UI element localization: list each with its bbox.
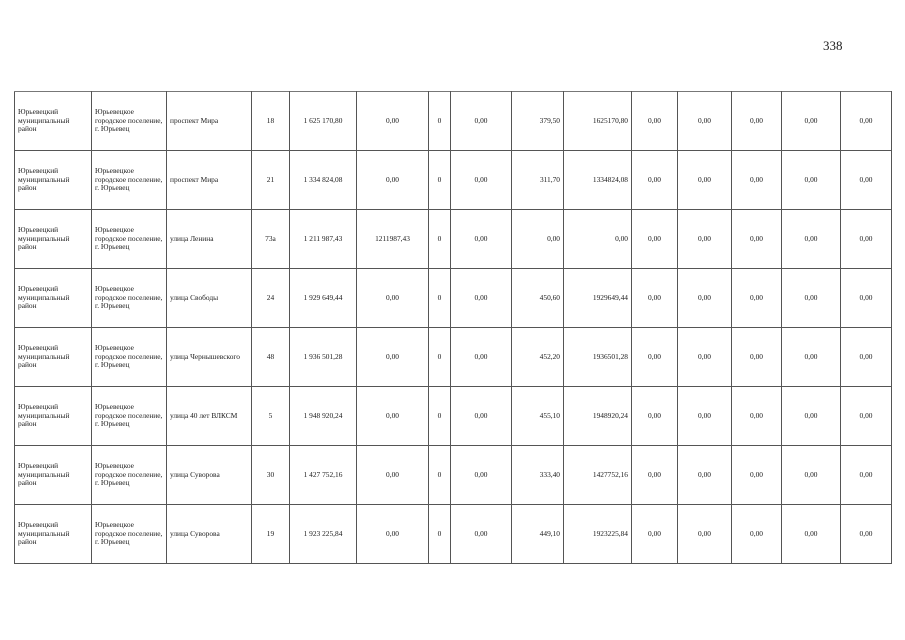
street-cell: проспект Мира xyxy=(167,151,252,210)
cost-cell-2: 0,00 xyxy=(357,92,429,151)
cost-cell-4: 0,00 xyxy=(451,92,512,151)
area-cell: 0,00 xyxy=(512,210,564,269)
amount-cell-9: 0,00 xyxy=(732,387,782,446)
house-number-cell: 73а xyxy=(252,210,290,269)
amount-cell-7: 0,00 xyxy=(632,387,678,446)
house-number-cell: 5 xyxy=(252,387,290,446)
settlement-cell: Юрьевецкое городское поселение, г. Юрьевец xyxy=(92,446,167,505)
amount-cell-7: 0,00 xyxy=(632,446,678,505)
amount-cell-10: 0,00 xyxy=(782,210,841,269)
settlement-cell: Юрьевецкое городское поселение, г. Юрьевец xyxy=(92,505,167,564)
amount-cell-7: 0,00 xyxy=(632,92,678,151)
house-number-cell: 21 xyxy=(252,151,290,210)
amount-cell-11: 0,00 xyxy=(841,210,892,269)
table-row xyxy=(15,505,892,564)
district-cell: Юрьевецкий муниципальный район xyxy=(15,446,92,505)
amount-cell-10: 0,00 xyxy=(782,92,841,151)
cost-cell-4: 0,00 xyxy=(451,446,512,505)
street-cell: улица Ленина xyxy=(167,210,252,269)
amount-cell-8: 0,00 xyxy=(678,269,732,328)
table-row xyxy=(15,269,892,328)
area-cell: 311,70 xyxy=(512,151,564,210)
amount-cell-9: 0,00 xyxy=(732,269,782,328)
table-row xyxy=(15,151,892,210)
amount-cell-8: 0,00 xyxy=(678,505,732,564)
total-cost-cell: 1 948 920,24 xyxy=(290,387,357,446)
total-cost-cell: 1 929 649,44 xyxy=(290,269,357,328)
cost-cell-2: 0,00 xyxy=(357,446,429,505)
street-cell: улица Чернышевского xyxy=(167,328,252,387)
count-cell: 0 xyxy=(429,505,451,564)
amount-cell-8: 0,00 xyxy=(678,387,732,446)
total-cost-cell: 1 427 752,16 xyxy=(290,446,357,505)
cost-cell-4: 0,00 xyxy=(451,151,512,210)
count-cell: 0 xyxy=(429,210,451,269)
street-cell: проспект Мира xyxy=(167,92,252,151)
table-row xyxy=(15,92,892,151)
cost-cell-4: 0,00 xyxy=(451,328,512,387)
table-row xyxy=(15,387,892,446)
amount-cell-7: 0,00 xyxy=(632,328,678,387)
district-cell: Юрьевецкий муниципальный район xyxy=(15,387,92,446)
amount-cell-11: 0,00 xyxy=(841,92,892,151)
cost-cell-2: 1211987,43 xyxy=(357,210,429,269)
house-number-cell: 18 xyxy=(252,92,290,151)
street-cell: улица Свободы xyxy=(167,269,252,328)
area-cell: 452,20 xyxy=(512,328,564,387)
district-cell: Юрьевецкий муниципальный район xyxy=(15,269,92,328)
settlement-cell: Юрьевецкое городское поселение, г. Юрьевец xyxy=(92,92,167,151)
count-cell: 0 xyxy=(429,387,451,446)
settlement-cell: Юрьевецкое городское поселение, г. Юрьевец xyxy=(92,210,167,269)
street-cell: улица 40 лет ВЛКСМ xyxy=(167,387,252,446)
cost-cell-6: 1923225,84 xyxy=(564,505,632,564)
cost-cell-4: 0,00 xyxy=(451,505,512,564)
cost-cell-6: 1948920,24 xyxy=(564,387,632,446)
amount-cell-10: 0,00 xyxy=(782,387,841,446)
count-cell: 0 xyxy=(429,328,451,387)
cost-cell-2: 0,00 xyxy=(357,151,429,210)
house-number-cell: 48 xyxy=(252,328,290,387)
cost-cell-6: 1936501,28 xyxy=(564,328,632,387)
amount-cell-8: 0,00 xyxy=(678,92,732,151)
district-cell: Юрьевецкий муниципальный район xyxy=(15,151,92,210)
amount-cell-11: 0,00 xyxy=(841,387,892,446)
house-number-cell: 19 xyxy=(252,505,290,564)
count-cell: 0 xyxy=(429,269,451,328)
amount-cell-11: 0,00 xyxy=(841,328,892,387)
total-cost-cell: 1 334 824,08 xyxy=(290,151,357,210)
amount-cell-8: 0,00 xyxy=(678,210,732,269)
amount-cell-8: 0,00 xyxy=(678,328,732,387)
total-cost-cell: 1 211 987,43 xyxy=(290,210,357,269)
cost-cell-6: 1427752,16 xyxy=(564,446,632,505)
table-row xyxy=(15,446,892,505)
settlement-cell: Юрьевецкое городское поселение, г. Юрьевец xyxy=(92,328,167,387)
cost-cell-2: 0,00 xyxy=(357,269,429,328)
amount-cell-11: 0,00 xyxy=(841,446,892,505)
settlement-cell: Юрьевецкое городское поселение, г. Юрьевец xyxy=(92,269,167,328)
amount-cell-7: 0,00 xyxy=(632,210,678,269)
cost-cell-6: 1334824,08 xyxy=(564,151,632,210)
amount-cell-7: 0,00 xyxy=(632,151,678,210)
amount-cell-9: 0,00 xyxy=(732,446,782,505)
table-row xyxy=(15,328,892,387)
amount-cell-11: 0,00 xyxy=(841,505,892,564)
area-cell: 449,10 xyxy=(512,505,564,564)
district-cell: Юрьевецкий муниципальный район xyxy=(15,92,92,151)
amount-cell-11: 0,00 xyxy=(841,151,892,210)
amount-cell-7: 0,00 xyxy=(632,505,678,564)
cost-cell-4: 0,00 xyxy=(451,269,512,328)
amount-cell-9: 0,00 xyxy=(732,92,782,151)
amount-cell-10: 0,00 xyxy=(782,269,841,328)
area-cell: 450,60 xyxy=(512,269,564,328)
housing-register-table xyxy=(14,91,892,564)
count-cell: 0 xyxy=(429,92,451,151)
cost-cell-6: 1625170,80 xyxy=(564,92,632,151)
amount-cell-10: 0,00 xyxy=(782,446,841,505)
count-cell: 0 xyxy=(429,151,451,210)
settlement-cell: Юрьевецкое городское поселение, г. Юрьевец xyxy=(92,387,167,446)
total-cost-cell: 1 923 225,84 xyxy=(290,505,357,564)
amount-cell-10: 0,00 xyxy=(782,505,841,564)
amount-cell-8: 0,00 xyxy=(678,151,732,210)
area-cell: 379,50 xyxy=(512,92,564,151)
table-body xyxy=(15,92,892,564)
count-cell: 0 xyxy=(429,446,451,505)
amount-cell-11: 0,00 xyxy=(841,269,892,328)
house-number-cell: 24 xyxy=(252,269,290,328)
amount-cell-9: 0,00 xyxy=(732,505,782,564)
amount-cell-9: 0,00 xyxy=(732,151,782,210)
settlement-cell: Юрьевецкое городское поселение, г. Юрьевец xyxy=(92,151,167,210)
amount-cell-10: 0,00 xyxy=(782,151,841,210)
amount-cell-9: 0,00 xyxy=(732,210,782,269)
area-cell: 455,10 xyxy=(512,387,564,446)
cost-cell-6: 1929649,44 xyxy=(564,269,632,328)
district-cell: Юрьевецкий муниципальный район xyxy=(15,210,92,269)
cost-cell-6: 0,00 xyxy=(564,210,632,269)
amount-cell-8: 0,00 xyxy=(678,446,732,505)
total-cost-cell: 1 936 501,28 xyxy=(290,328,357,387)
district-cell: Юрьевецкий муниципальный район xyxy=(15,328,92,387)
cost-cell-2: 0,00 xyxy=(357,328,429,387)
street-cell: улица Суворова xyxy=(167,446,252,505)
amount-cell-10: 0,00 xyxy=(782,328,841,387)
amount-cell-9: 0,00 xyxy=(732,328,782,387)
page-number: 338 xyxy=(823,38,843,53)
total-cost-cell: 1 625 170,80 xyxy=(290,92,357,151)
table-row xyxy=(15,210,892,269)
house-number-cell: 30 xyxy=(252,446,290,505)
cost-cell-2: 0,00 xyxy=(357,505,429,564)
cost-cell-4: 0,00 xyxy=(451,210,512,269)
amount-cell-7: 0,00 xyxy=(632,269,678,328)
district-cell: Юрьевецкий муниципальный район xyxy=(15,505,92,564)
area-cell: 333,40 xyxy=(512,446,564,505)
cost-cell-2: 0,00 xyxy=(357,387,429,446)
street-cell: улица Суворова xyxy=(167,505,252,564)
cost-cell-4: 0,00 xyxy=(451,387,512,446)
